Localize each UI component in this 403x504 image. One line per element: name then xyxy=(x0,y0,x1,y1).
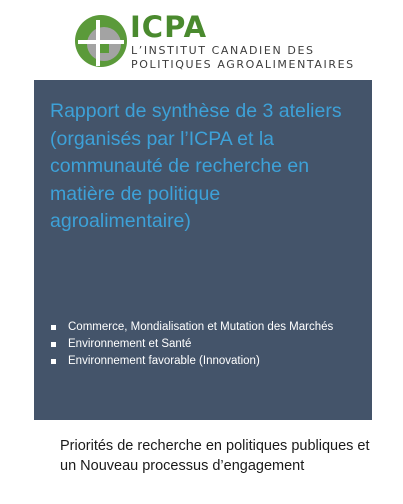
logo-subtitle-line2: POLITIQUES AGROALIMENTAIRES xyxy=(131,58,355,71)
bullet-square-icon xyxy=(51,342,56,347)
topic-item xyxy=(48,319,366,336)
cover-title: Rapport de synthèse de 3 ateliers (organisés par l’ICPA et la communauté de recherche en matière de politique agroalimentaire) xyxy=(50,100,342,232)
logo-name: ICPA xyxy=(130,10,208,44)
topic-list xyxy=(48,319,366,370)
topic-item xyxy=(48,353,366,370)
topic-item xyxy=(48,336,366,353)
topic-label: Environnement et Santé xyxy=(68,338,192,350)
bullet-square-icon xyxy=(51,325,56,330)
document-subtitle: Priorités de recherche en politiques publiques et un Nouveau processus d’engagement xyxy=(60,438,370,474)
topic-label: Environnement favorable (Innovation) xyxy=(68,355,260,367)
icpa-logo-mark-icon xyxy=(74,14,128,68)
bullet-square-icon xyxy=(51,359,56,364)
logo-subtitle-line1: L’INSTITUT CANADIEN DES xyxy=(131,44,315,57)
topic-label: Commerce, Mondialisation et Mutation des Marchés xyxy=(68,321,334,333)
icpa-logo xyxy=(74,8,354,72)
cover-panel xyxy=(34,80,372,420)
